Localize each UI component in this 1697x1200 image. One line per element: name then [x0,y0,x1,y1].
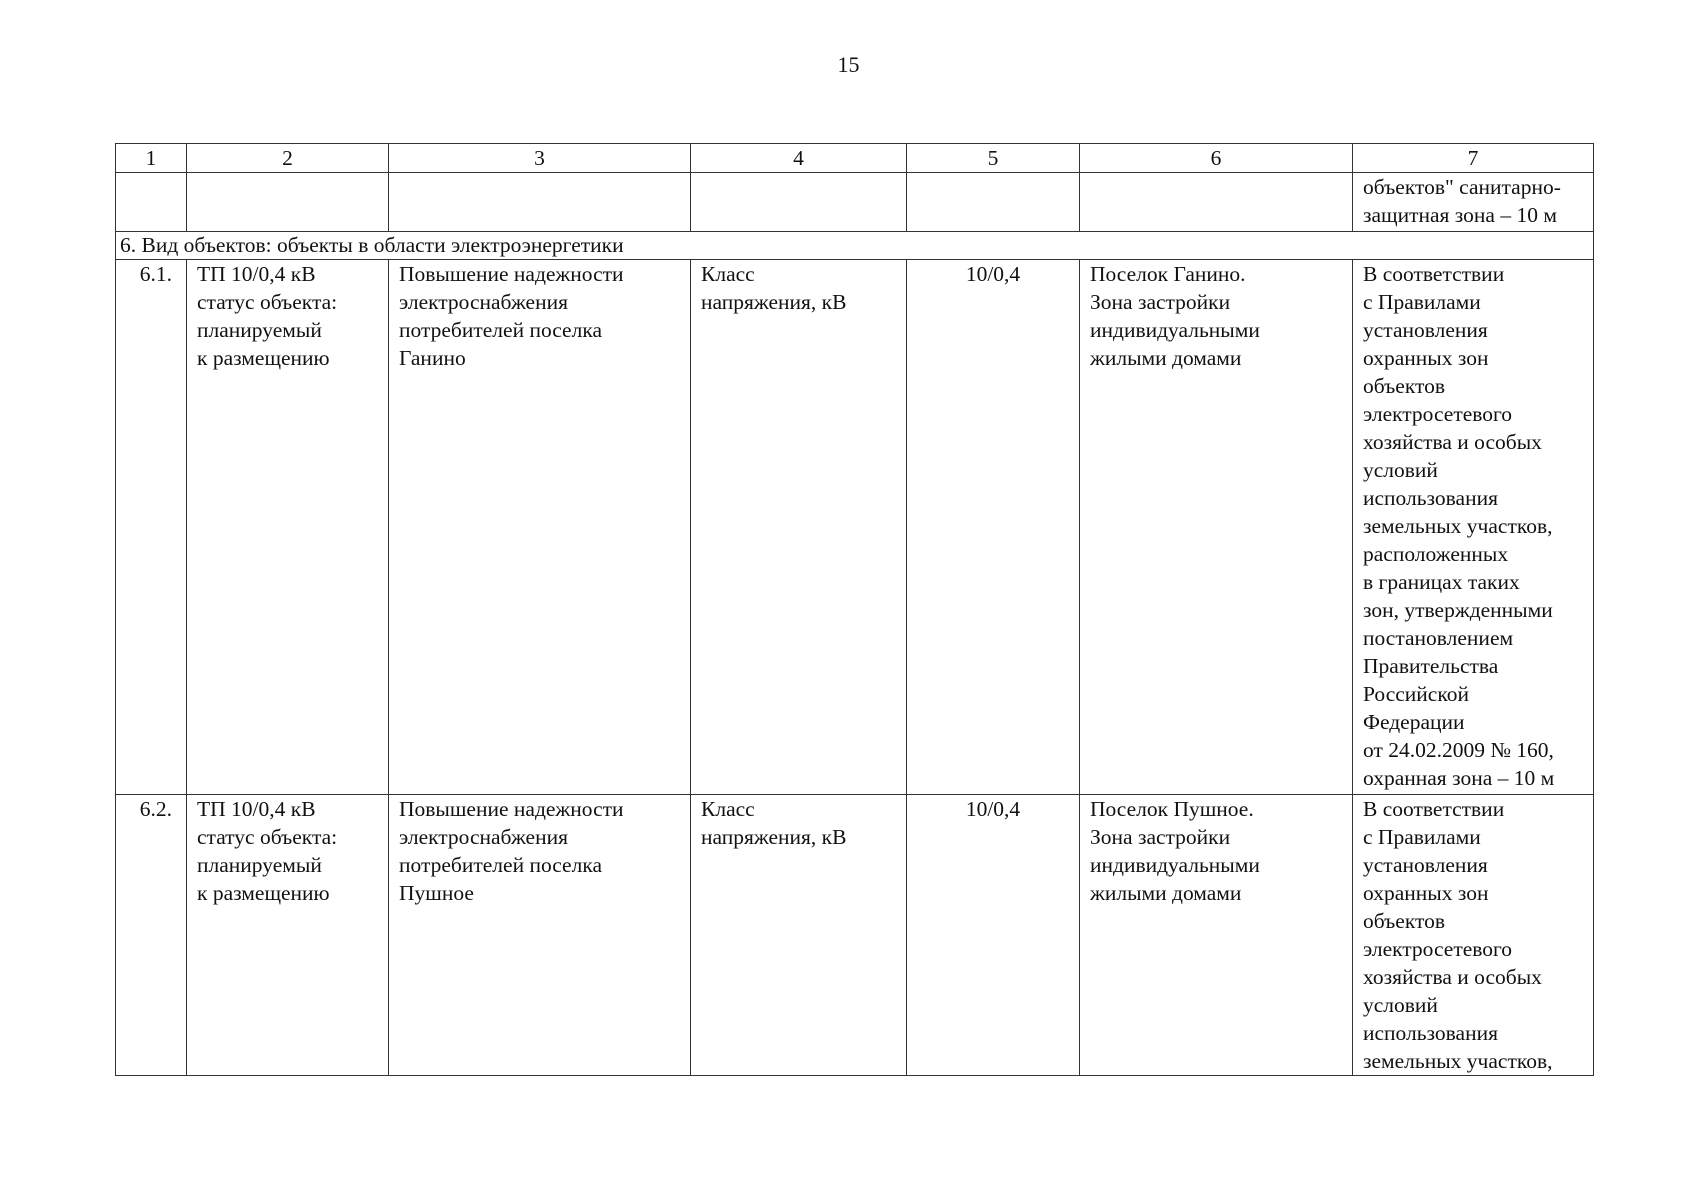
object-name-cell: ТП 10/0,4 кВ статус объекта: планируемый к размещению [187,795,389,1076]
zone-cell: В соответствии с Правилами установления охранных зон объектов электросетевого хозяйства и особых условий использования земельных участков, расположенных в границах таких зон, утвержденными постановлением Правительства Российской Федерации от 24.02.2009 № 160, охранная зона – 10 м [1353,260,1594,795]
table-row [116,260,1594,795]
continuation-row [116,173,1594,232]
zone-cell: В соответствии с Правилами установления охранных зон объектов электросетевого хозяйства и особых условий использования земельных участков, [1353,795,1594,1076]
row-number-cell: 6.2. [116,795,187,1076]
column-header: 5 [907,144,1080,173]
purpose-cell: Повышение надежности электроснабжения потребителей поселка Ганино [389,260,691,795]
column-header: 1 [116,144,187,173]
characteristic-cell: Класс напряжения, кВ [691,795,907,1076]
row-number-cell: 6.1. [116,260,187,795]
purpose-cell: Повышение надежности электроснабжения потребителей поселка Пушное [389,795,691,1076]
table-cell [691,173,907,232]
column-header: 4 [691,144,907,173]
location-cell: Поселок Пушное. Зона застройки индивидуальными жилыми домами [1080,795,1353,1076]
table-cell [1080,173,1353,232]
column-header: 2 [187,144,389,173]
section-header-row [116,232,1594,260]
table-cell [187,173,389,232]
table-header-row [116,144,1594,173]
table-cell [389,173,691,232]
column-header: 3 [389,144,691,173]
table-row [116,795,1594,1076]
location-cell: Поселок Ганино. Зона застройки индивидуальными жилыми домами [1080,260,1353,795]
column-header: 6 [1080,144,1353,173]
zone-cell: объектов" санитарно- защитная зона – 10 м [1353,173,1594,232]
section-title: 6. Вид объектов: объекты в области электроэнергетики [116,232,1594,260]
value-cell: 10/0,4 [907,260,1080,795]
objects-table [115,143,1594,1076]
characteristic-cell: Класс напряжения, кВ [691,260,907,795]
object-name-cell: ТП 10/0,4 кВ статус объекта: планируемый к размещению [187,260,389,795]
table-cell [116,173,187,232]
value-cell: 10/0,4 [907,795,1080,1076]
column-header: 7 [1353,144,1594,173]
page-number: 15 [837,52,860,77]
table-cell [907,173,1080,232]
